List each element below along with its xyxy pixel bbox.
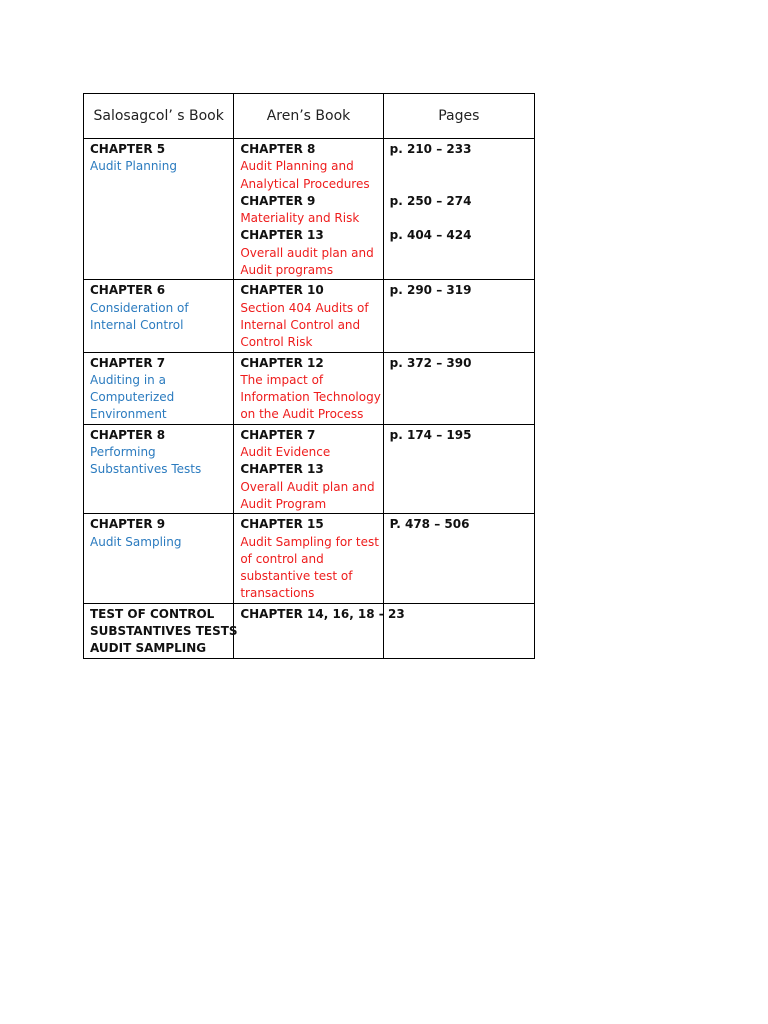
chapter-title: Audit Planning xyxy=(90,159,177,174)
arens-cell xyxy=(234,139,383,280)
chapter-title: Performing xyxy=(90,445,156,460)
arens-cell xyxy=(234,514,383,603)
chapter-title: Audit Sampling xyxy=(90,534,182,549)
chapter-title: Analytical Procedures xyxy=(240,176,370,191)
chapter-title: Consideration of xyxy=(90,300,189,315)
table-header-row xyxy=(84,94,535,139)
chapter-title: transactions xyxy=(240,586,315,601)
chapter-label: CHAPTER 15 xyxy=(240,517,324,532)
arens-cell xyxy=(234,280,383,352)
salosagcol-cell xyxy=(84,352,234,424)
header-arens: Aren’s Book xyxy=(234,94,383,139)
chapter-title: on the Audit Process xyxy=(240,407,364,422)
page-range: p. 210 – 233 xyxy=(389,142,472,156)
header-salosagcol: Salosagcol’ s Book xyxy=(84,94,234,139)
chapter-title: Overall audit plan and xyxy=(240,245,374,260)
page-range: p. 404 – 424 xyxy=(389,228,472,243)
table-row xyxy=(84,352,535,424)
table-row xyxy=(84,424,535,513)
arens-cell xyxy=(234,424,383,513)
chapter-title: Computerized xyxy=(90,390,175,405)
chapter-label: CHAPTER 10 xyxy=(240,283,324,298)
table-row xyxy=(84,139,535,280)
chapter-title: Overall Audit plan and xyxy=(240,479,375,494)
chapter-label: CHAPTER 7 xyxy=(90,355,166,370)
table-row xyxy=(84,603,535,658)
chapter-title: Substantives Tests xyxy=(90,462,202,477)
chapter-title: Internal Control xyxy=(90,317,184,332)
chapter-title: The impact of xyxy=(240,372,324,387)
chapter-title: Audit Planning and xyxy=(240,159,354,174)
chapter-title: Environment xyxy=(90,407,167,422)
chapter-label: CHAPTER 14, 16, 18 - 23 xyxy=(240,606,405,621)
chapter-label: CHAPTER 13 xyxy=(240,228,324,243)
chapter-title: Information Technology xyxy=(240,390,381,405)
topic-label: TEST OF CONTROL xyxy=(90,606,215,621)
pages-cell xyxy=(383,139,534,280)
chapter-title: Auditing in a xyxy=(90,372,166,387)
pages-cell xyxy=(383,514,534,603)
chapter-label: CHAPTER 7 xyxy=(240,427,316,442)
salosagcol-cell xyxy=(84,603,238,658)
pages-cell xyxy=(383,280,534,352)
chapter-title: Audit Program xyxy=(240,496,327,511)
table-row xyxy=(84,280,535,352)
topic-label: AUDIT SAMPLING xyxy=(90,641,207,656)
page-range: p. 250 – 274 xyxy=(389,193,472,208)
chapter-title: Section 404 Audits of xyxy=(240,300,369,315)
chapter-title: Internal Control and xyxy=(240,317,361,332)
chapter-title: Materiality and Risk xyxy=(240,211,360,226)
chapter-label: CHAPTER 8 xyxy=(90,427,166,442)
chapter-label: CHAPTER 12 xyxy=(240,355,324,370)
page-range: p. 174 – 195 xyxy=(389,427,472,442)
pages-cell xyxy=(383,603,534,658)
arens-cell xyxy=(234,352,383,424)
pages-cell xyxy=(383,352,534,424)
chapter-label: CHAPTER 6 xyxy=(90,283,166,298)
chapter-title: Audit Sampling for test xyxy=(240,534,379,549)
chapter-title: Audit programs xyxy=(240,263,334,278)
page-range: P. 478 – 506 xyxy=(389,517,470,532)
chapter-label: CHAPTER 9 xyxy=(240,193,316,208)
chapter-mapping-table xyxy=(83,93,535,659)
chapter-title: of control and xyxy=(240,551,324,566)
page-range: p. 290 – 319 xyxy=(389,283,472,298)
pages-cell xyxy=(383,424,534,513)
topic-label: SUBSTANTIVES TESTS xyxy=(90,624,238,639)
chapter-label: CHAPTER 8 xyxy=(240,142,316,156)
salosagcol-cell xyxy=(84,139,234,280)
salosagcol-cell xyxy=(84,280,234,352)
header-pages: Pages xyxy=(383,94,534,139)
chapter-label: CHAPTER 13 xyxy=(240,462,324,477)
table-row xyxy=(84,514,535,603)
chapter-title: Audit Evidence xyxy=(240,445,331,460)
chapter-label: CHAPTER 9 xyxy=(90,517,166,532)
page-range: p. 372 – 390 xyxy=(389,355,472,370)
chapter-title: substantive test of xyxy=(240,569,353,584)
salosagcol-cell xyxy=(84,424,234,513)
chapter-title: Control Risk xyxy=(240,335,313,350)
salosagcol-cell xyxy=(84,514,234,603)
arens-cell xyxy=(234,603,405,658)
chapter-label: CHAPTER 5 xyxy=(90,142,166,156)
